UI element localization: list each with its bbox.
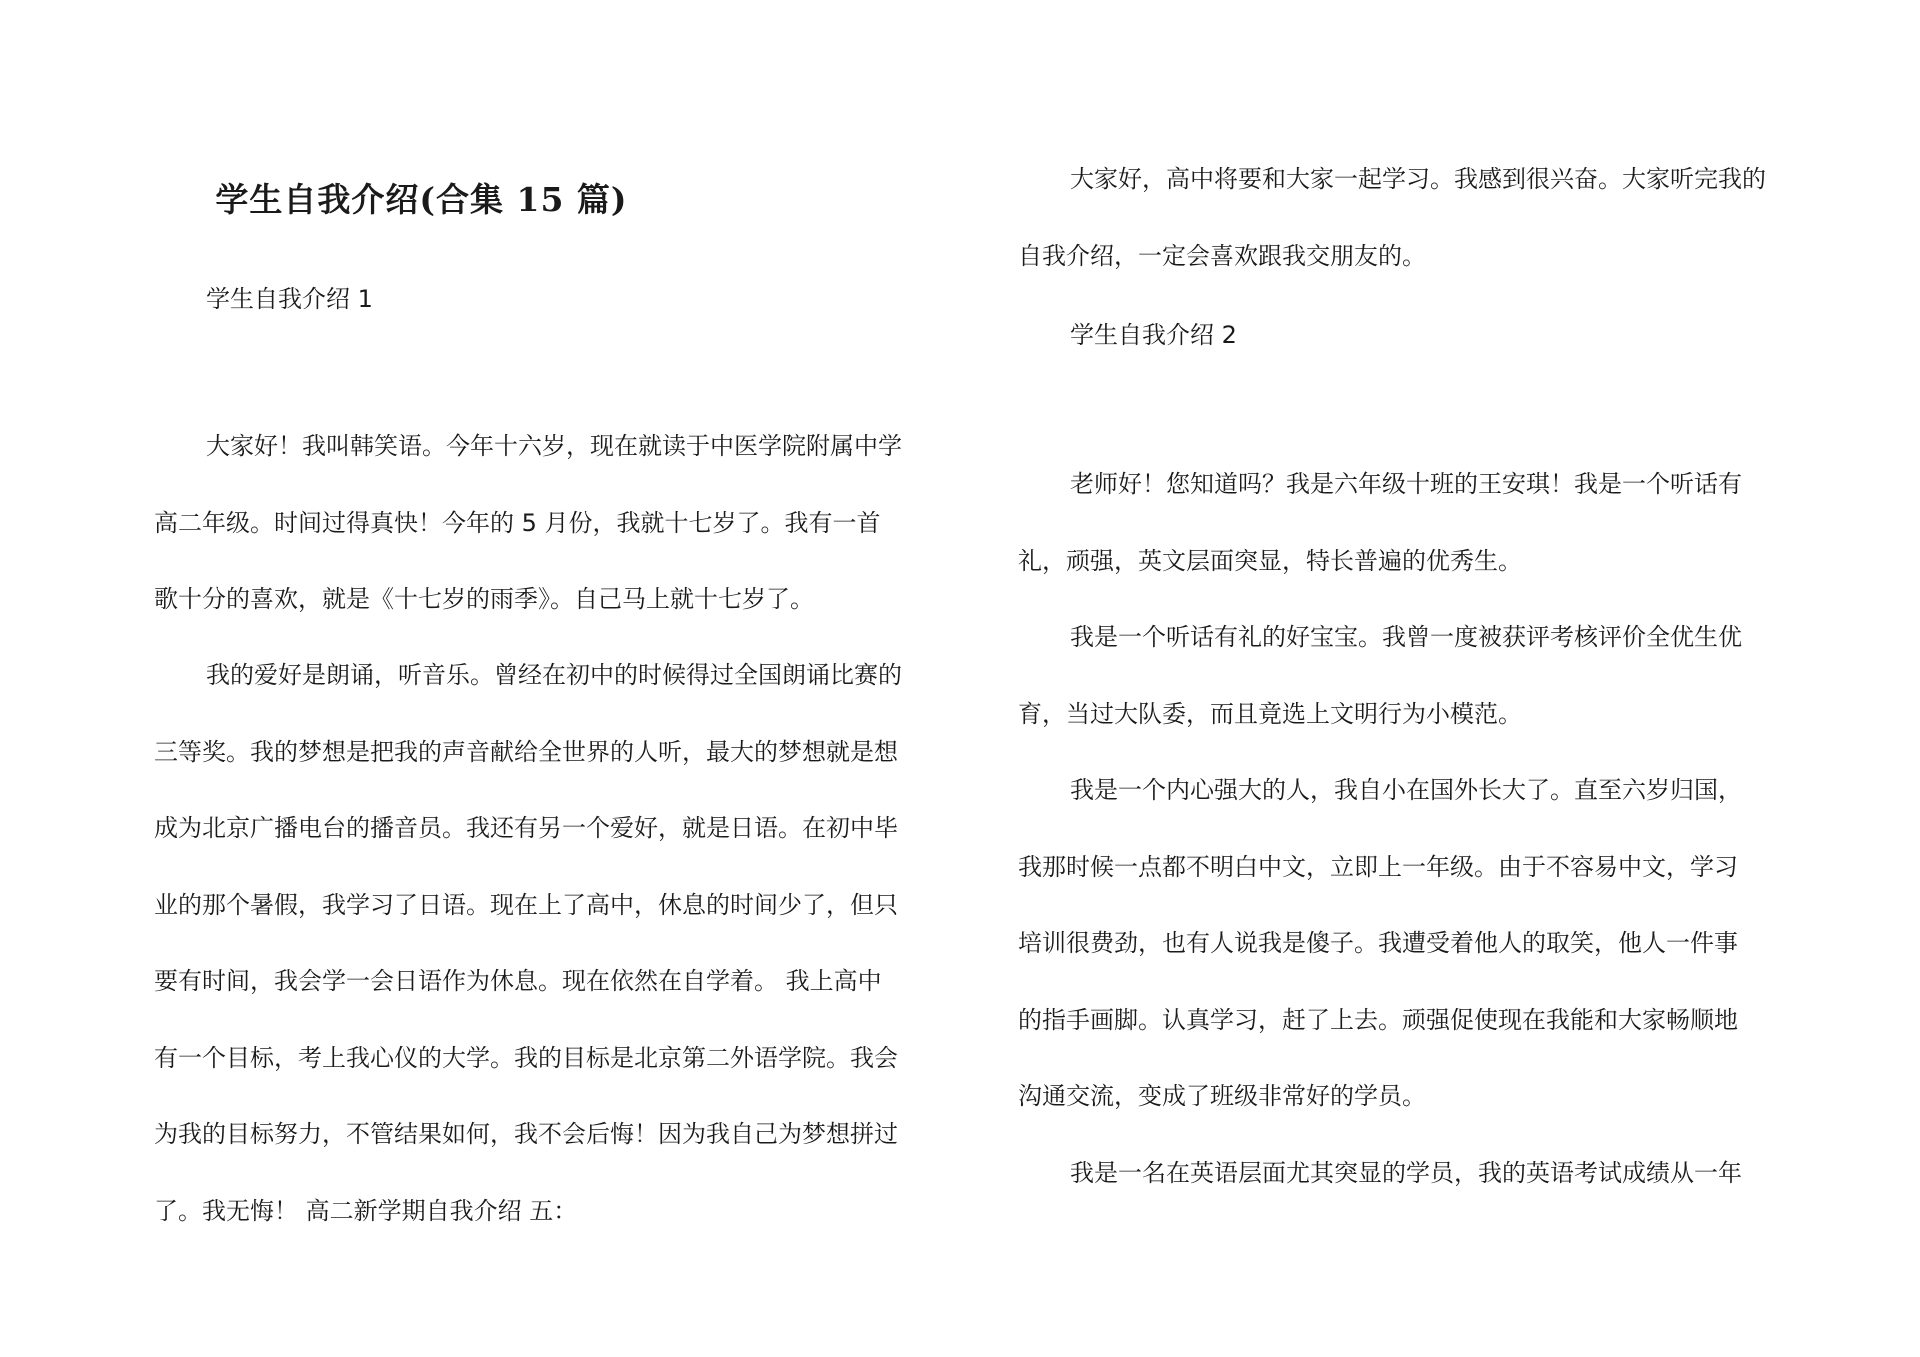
right-paragraph-4 <box>1018 752 1818 1135</box>
text-line: 礼，顽强，英文层面突显，特长普遍的优秀生。 <box>1018 546 1522 575</box>
text-line: 歌十分的喜欢，就是《十七岁的雨季》。自己马上就十七岁了。 <box>154 585 814 613</box>
text-line: 自我介绍，一定会喜欢跟我交朋友的。 <box>1018 241 1426 270</box>
right-paragraph-3 <box>1018 599 1818 752</box>
text-line: 成为北京广播电台的播音员。我还有另一个爱好，就是日语。在初中毕 <box>154 814 898 842</box>
text-line: 有一个目标，考上我心仪的大学。我的目标是北京第二外语学院。我会 <box>154 1043 898 1072</box>
right-page <box>1018 0 1818 1357</box>
text-line: 我是一个内心强大的人，我自小在国外长大了。直至六岁归国， <box>1070 776 1742 804</box>
document-title: 学生自我介绍(合集 15 篇) <box>215 180 628 219</box>
text-line: 我那时候一点都不明白中文，立即上一年级。由于不容易中文，学习 <box>1018 852 1738 881</box>
text-line: 我的爱好是朗诵，听音乐。曾经在初中的时候得过全国朗诵比赛的 <box>206 661 902 689</box>
text-line: 老师好！您知道吗？我是六年级十班的王安琪！我是一个听话有 <box>1070 470 1742 498</box>
left-paragraph-2 <box>154 637 954 1249</box>
left-page <box>154 0 954 1357</box>
text-line: 沟通交流，变成了班级非常好的学员。 <box>1018 1082 1426 1110</box>
text-line: 大家好！我叫韩笑语。今年十六岁，现在就读于中医学院附属中学 <box>206 432 902 460</box>
text-line: 育，当过大队委，而且竟选上文明行为小模范。 <box>1018 699 1522 728</box>
text-line: 了。我无悔！ 高二新学期自我介绍 五： <box>154 1196 578 1225</box>
text-line: 我是一名在英语层面尤其突显的学员，我的英语考试成绩从一年 <box>1070 1159 1742 1187</box>
right-paragraph-1 <box>1018 141 1818 294</box>
left-paragraph-1 <box>154 408 954 638</box>
text-line: 大家好，高中将要和大家一起学习。我感到很兴奋。大家听完我的 <box>1070 165 1766 193</box>
text-line: 为我的目标努力，不管结果如何，我不会后悔！因为我自己为梦想拼过 <box>154 1120 898 1148</box>
text-line: 要有时间，我会学一会日语作为休息。现在依然在自学着。 我上高中 <box>154 967 882 995</box>
text-line: 培训很费劲，也有人说我是傻子。我遭受着他人的取笑，他人一件事 <box>1018 929 1738 957</box>
section-heading-2: 学生自我介绍 2 <box>1070 321 1237 349</box>
right-paragraph-5 <box>1018 1135 1818 1212</box>
section-heading-1: 学生自我介绍 1 <box>206 285 373 313</box>
right-paragraph-2 <box>1018 446 1818 599</box>
text-line: 高二年级。时间过得真快！今年的 5 月份，我就十七岁了。我有一首 <box>154 508 881 537</box>
text-line: 业的那个暑假，我学习了日语。现在上了高中，休息的时间少了，但只 <box>154 890 898 919</box>
text-line: 三等奖。我的梦想是把我的声音献给全世界的人听，最大的梦想就是想 <box>154 737 898 766</box>
text-line: 的指手画脚。认真学习，赶了上去。顽强促使现在我能和大家畅顺地 <box>1018 1005 1738 1034</box>
text-line: 我是一个听话有礼的好宝宝。我曾一度被获评考核评价全优生优 <box>1070 623 1742 651</box>
